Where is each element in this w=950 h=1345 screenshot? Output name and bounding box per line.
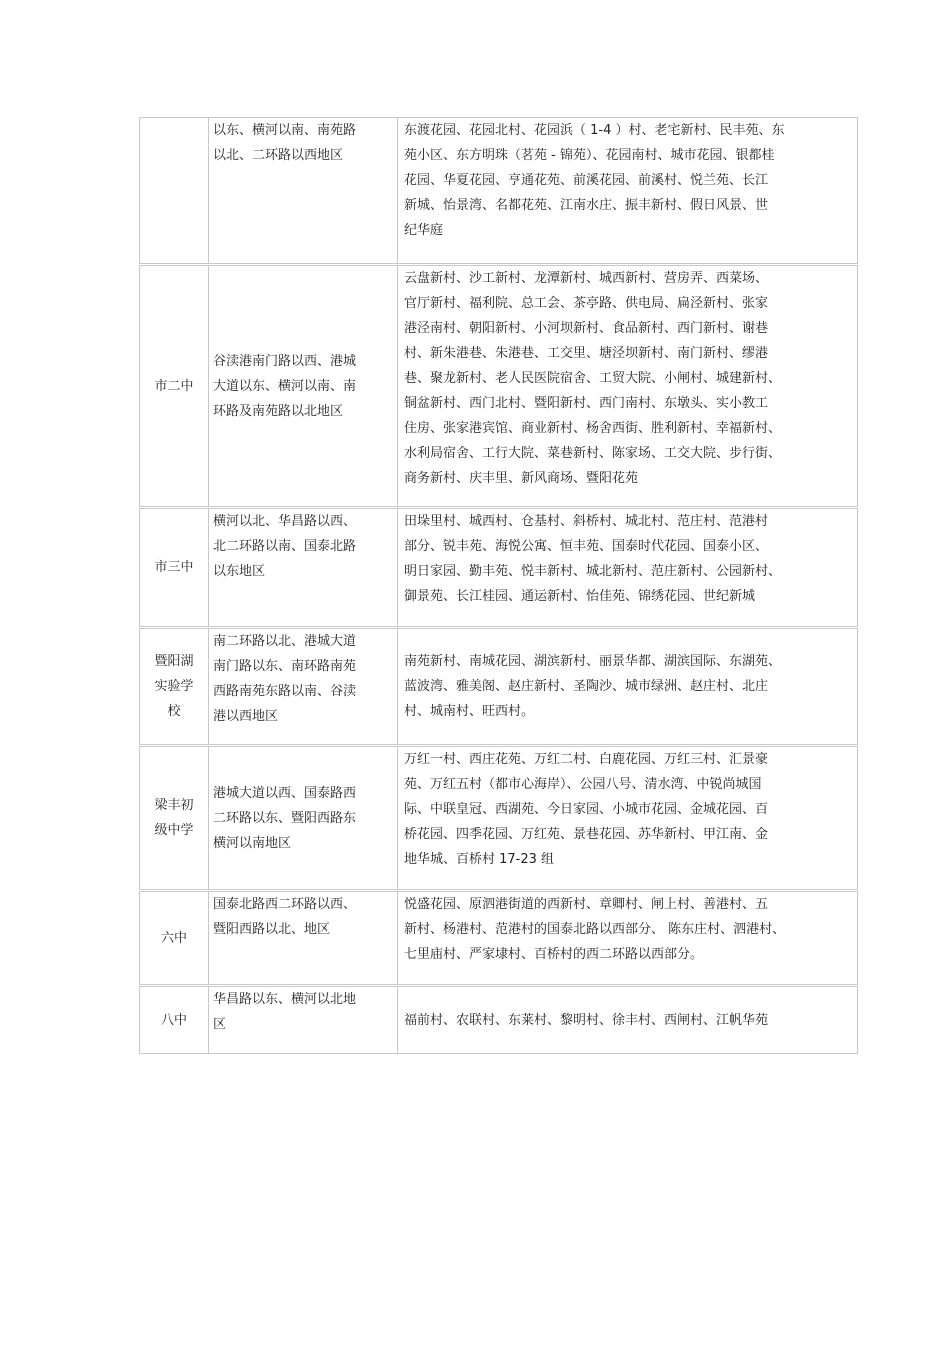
table-row xyxy=(140,628,858,746)
district-area-cell: 以东、横河以南、南苑路 以北、二环路以西地区 xyxy=(209,118,398,265)
school-name-cell: 市二中 xyxy=(140,265,209,508)
table-row xyxy=(140,265,858,508)
district-area-cell: 华昌路以东、横河以北地 区 xyxy=(209,986,398,1054)
table-row xyxy=(140,891,858,986)
district-area-cell: 横河以北、华昌路以西、 北二环路以南、国泰北路 以东地区 xyxy=(209,508,398,628)
school-district-table xyxy=(139,117,858,1054)
communities-cell: 南苑新村、南城花园、湖滨新村、丽景华都、湖滨国际、东湖苑、 蓝波湾、雅美阁、赵庄新村、圣陶沙、城市绿洲、赵庄村、北庄 村、城南村、旺西村。 xyxy=(398,628,858,746)
school-name-cell: 八中 xyxy=(140,986,209,1054)
communities-cell: 田垛里村、城西村、仓基村、斜桥村、城北村、范庄村、范港村 部分、锐丰苑、海悦公寓、恒丰苑、国泰时代花园、国泰小区、 明日家园、勤丰苑、悦丰新村、城北新村、范庄新村、公园新村、 御景苑、长江桂园、通运新村、怡佳苑、锦绣花园、世纪新城 xyxy=(398,508,858,628)
school-name-cell: 六中 xyxy=(140,891,209,986)
communities-cell: 东渡花园、花园北村、花园浜（ 1-4 ）村、老宅新村、民丰苑、东 苑小区、东方明珠（茗苑 - 锦苑）、花园南村、城市花园、银都桂 花园、华夏花园、亨通花苑、前溪花园、前溪村、悦兰苑、长江 新城、怡景湾、名都花苑、江南水庄、振丰新村、假日风景、世 纪华庭 xyxy=(398,118,858,265)
district-area-cell: 国泰北路西二环路以西、 暨阳西路以北、地区 xyxy=(209,891,398,986)
table-row xyxy=(140,986,858,1054)
communities-cell: 福前村、农联村、东莱村、黎明村、徐丰村、西闸村、江帆华苑 xyxy=(398,986,858,1054)
district-area-cell: 谷渎港南门路以西、港城 大道以东、横河以南、南 环路及南苑路以北地区 xyxy=(209,265,398,508)
table-row xyxy=(140,118,858,265)
district-area-cell: 南二环路以北、港城大道 南门路以东、南环路南苑 西路南苑东路以南、谷渎 港以西地区 xyxy=(209,628,398,746)
communities-cell: 云盘新村、沙工新村、龙潭新村、城西新村、营房弄、西菜场、 官厅新村、福利院、总工会、茶亭路、供电局、扁泾新村、张家 港泾南村、朝阳新村、小河坝新村、食品新村、西门新村、谢巷 村、新朱港巷、朱港巷、工交里、塘泾坝新村、南门新村、缪港 巷、聚龙新村、老人民医院宿舍、工贸大院、小闸村、城建新村、 铜盆新村、西门北村、暨阳新村、西门南村、东墩头、实小教工 住房、张家港宾馆、商业新村、杨舍西街、胜利新村、幸福新村、 水利局宿舍、工行大院、菜巷新村、陈家场、工交大院、步行街、 商务新村、庆丰里、新风商场、暨阳花苑 xyxy=(398,265,858,508)
communities-cell: 万红一村、西庄花苑、万红二村、白鹿花园、万红三村、汇景豪 苑、万红五村（都市心海岸）、公园八号、清水湾、中锐尚城国 际、中联皇冠、西湖苑、今日家园、小城市花园、金城花园、百 桥花园、四季花园、万红苑、景巷花园、苏华新村、甲江南、金 地华城、百桥村 17-23 组 xyxy=(398,746,858,891)
school-name-cell: 梁丰初 级中学 xyxy=(140,746,209,891)
communities-cell: 悦盛花园、原泗港街道的西新村、章卿村、闸上村、善港村、五 新村、杨港村、范港村的国泰北路以西部分、 陈东庄村、泗港村、 七里庙村、严家埭村、百桥村的西二环路以西部分。 xyxy=(398,891,858,986)
district-area-cell: 港城大道以西、国泰路西 二环路以东、暨阳西路东 横河以南地区 xyxy=(209,746,398,891)
school-name-cell: 市三中 xyxy=(140,508,209,628)
school-name-cell xyxy=(140,118,209,265)
table-row xyxy=(140,508,858,628)
table-row xyxy=(140,746,858,891)
school-name-cell: 暨阳湖 实验学 校 xyxy=(140,628,209,746)
